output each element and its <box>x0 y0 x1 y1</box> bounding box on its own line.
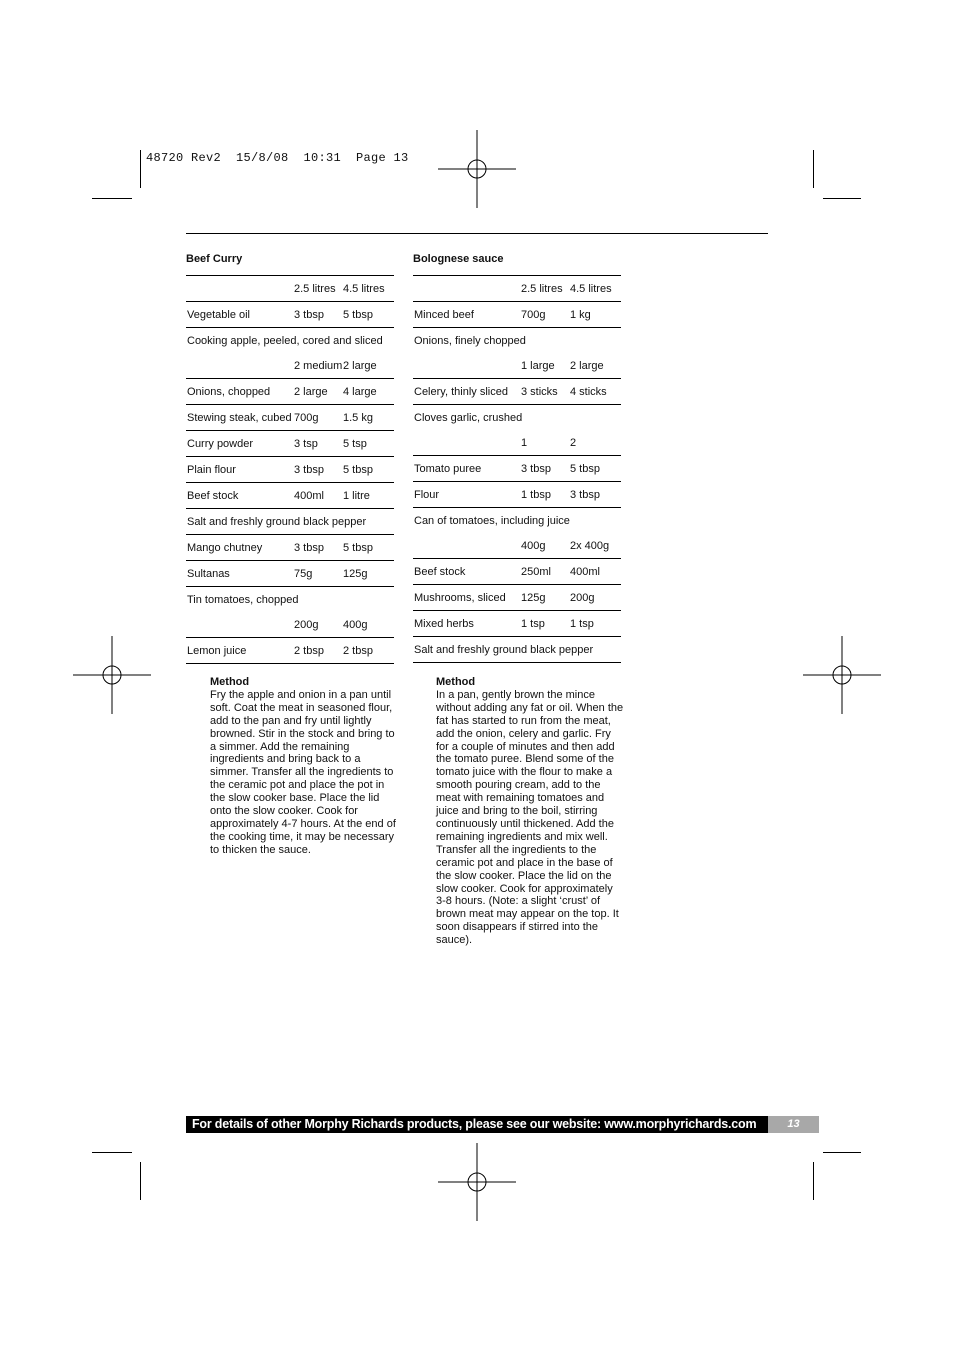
crop-mark <box>140 150 141 188</box>
ingredient-row <box>413 276 621 302</box>
footer-banner: For details of other Morphy Richards products, please see our website: www.morphyrichards.com <box>186 1116 768 1133</box>
ingredient-row <box>413 328 621 353</box>
ingredient-name: Beef stock <box>414 565 466 578</box>
quantity-small: 1 <box>521 436 528 449</box>
ingredient-row <box>413 353 621 379</box>
quantity-small: 3 tbsp <box>294 541 324 554</box>
quantity-large: 3 tbsp <box>570 488 600 501</box>
ingredient-row <box>413 585 621 611</box>
quantity-large: 400ml <box>570 565 600 578</box>
ingredient-row <box>186 353 394 379</box>
quantity-small: 2 tbsp <box>294 644 324 657</box>
ingredient-name: Cooking apple, peeled, cored and sliced <box>187 334 383 347</box>
ingredient-name: Onions, finely chopped <box>414 334 526 347</box>
ingredient-name: Lemon juice <box>187 644 247 657</box>
crop-mark <box>92 198 132 199</box>
quantity-large: 2 tbsp <box>343 644 373 657</box>
page-number: 13 <box>768 1116 819 1133</box>
quantity-large: 5 tbsp <box>343 463 373 476</box>
quantity-large: 1 litre <box>343 489 370 502</box>
ingredient-row <box>186 276 394 302</box>
quantity-large: 2 large <box>343 359 377 372</box>
quantity-large: 4.5 litres <box>570 282 612 295</box>
beef-curry-ingredients <box>186 250 394 664</box>
quantity-small: 125g <box>521 591 546 604</box>
ingredient-row <box>186 509 394 535</box>
crop-mark <box>813 150 814 188</box>
quantity-small: 2 large <box>294 385 328 398</box>
ingredient-name: Mixed herbs <box>414 617 474 630</box>
ingredient-name: Can of tomatoes, including juice <box>414 514 570 527</box>
quantity-small: 1 tbsp <box>521 488 551 501</box>
quantity-large: 2 <box>570 436 577 449</box>
ingredient-name: Mango chutney <box>187 541 263 554</box>
ingredient-row <box>186 483 394 509</box>
quantity-small: 250ml <box>521 565 551 578</box>
ingredient-row <box>413 611 621 637</box>
quantity-large: 5 tbsp <box>570 462 600 475</box>
quantity-small: 3 tbsp <box>294 463 324 476</box>
method-heading: Method <box>436 676 476 688</box>
ingredient-row <box>413 637 621 663</box>
quantity-small: 75g <box>294 567 313 580</box>
ingredient-name: Plain flour <box>187 463 236 476</box>
recipe-title: Beef Curry <box>186 250 394 276</box>
ingredient-row <box>186 587 394 612</box>
quantity-small: 1 large <box>521 359 555 372</box>
ingredient-name: Curry powder <box>187 437 254 450</box>
crop-mark <box>140 1162 141 1200</box>
ingredient-name: Salt and freshly ground black pepper <box>414 643 594 656</box>
quantity-small: 3 tsp <box>294 437 318 450</box>
ingredient-row <box>413 430 621 456</box>
quantity-small: 400ml <box>294 489 324 502</box>
ingredient-name: Onions, chopped <box>187 385 271 398</box>
quantity-large: 125g <box>343 567 368 580</box>
ingredient-name: Vegetable oil <box>187 308 250 321</box>
quantity-large: 1 kg <box>570 308 591 321</box>
ingredient-row <box>186 535 394 561</box>
ingredient-name: Minced beef <box>414 308 474 321</box>
ingredient-row <box>186 431 394 457</box>
ingredient-row <box>186 638 394 664</box>
ingredient-name: Flour <box>414 488 440 501</box>
ingredient-name: Salt and freshly ground black pepper <box>187 515 367 528</box>
beef-curry-method <box>210 676 398 857</box>
quantity-small: 400g <box>521 539 546 552</box>
ingredient-name: Tin tomatoes, chopped <box>187 593 299 606</box>
ingredient-name: Beef stock <box>187 489 239 502</box>
quantity-large: 400g <box>343 618 368 631</box>
method-text: In a pan, gently brown the mince without adding any fat or oil. When the fat has started to run from the meat, add the onion, celery and garlic. Fry for a couple of minutes and then add the tomato puree. Blend some of the tomato juice with the flour to make a smooth pouring cream, add to the meat with remaining tomatoes and juice and bring to the boil, stirring continuously until thickened. Add the remaining ingredients and mix well. Transfer all the ingredients to the ceramic pot and place in the base of the slow cooker. Place the lid on the slow cooker. Cook for approximately 3-8 hours. (Note: a slight ‘crust’ of brown meat may appear on the top. It soon disappears if stirred into the sauce). <box>436 688 624 947</box>
quantity-small: 1 tsp <box>521 617 545 630</box>
quantity-large: 1 tsp <box>570 617 594 630</box>
ingredient-row <box>186 405 394 431</box>
quantity-large: 5 tsp <box>343 437 367 450</box>
quantity-small: 200g <box>294 618 319 631</box>
ingredient-row <box>413 559 621 585</box>
ingredient-row <box>186 302 394 328</box>
crop-mark <box>823 1152 861 1153</box>
ingredient-row <box>413 405 621 430</box>
ingredient-name: Stewing steak, cubed <box>187 411 292 424</box>
header-rule <box>186 233 768 234</box>
quantity-large: 1.5 kg <box>343 411 373 424</box>
ingredient-row <box>186 457 394 483</box>
crop-mark <box>813 1162 814 1200</box>
ingredient-name: Sultanas <box>187 567 230 580</box>
ingredient-row <box>413 482 621 508</box>
crop-mark <box>823 198 861 199</box>
ingredient-row <box>186 561 394 587</box>
ingredient-name: Tomato puree <box>414 462 482 475</box>
ingredient-row <box>413 456 621 482</box>
quantity-small: 2.5 litres <box>521 282 563 295</box>
ingredient-row <box>186 379 394 405</box>
bolognese-ingredients <box>413 250 621 663</box>
method-text: Fry the apple and onion in a pan until soft. Coat the meat in seasoned flour, add to the pan and fry until lightly browned. Stir in the stock and bring to a simmer. Add the remaining ingredients and bring back to a simmer. Transfer all the ingredients to the ceramic pot and place the pot in the slow cooker base. Place the lid onto the slow cooker. Cook for approximately 4-7 hours. At the end of the cooking time, it may be necessary to thicken the sauce. <box>210 688 396 856</box>
bolognese-method <box>436 676 624 947</box>
recipe-title: Bolognese sauce <box>413 250 621 276</box>
print-slug: 48720 Rev2 15/8/08 10:31 Page 13 <box>146 151 409 165</box>
ingredient-row <box>413 508 621 533</box>
quantity-small: 700g <box>294 411 319 424</box>
method-heading: Method <box>210 676 250 688</box>
ingredient-row <box>413 533 621 559</box>
ingredient-name: Celery, thinly sliced <box>414 385 508 398</box>
ingredient-row <box>413 302 621 328</box>
registration-mark-icon <box>438 1143 516 1221</box>
quantity-large: 200g <box>570 591 595 604</box>
quantity-large: 5 tbsp <box>343 308 373 321</box>
quantity-large: 2x 400g <box>570 539 610 552</box>
ingredient-name: Cloves garlic, crushed <box>414 411 523 424</box>
quantity-small: 3 sticks <box>521 385 558 398</box>
quantity-large: 4 large <box>343 385 377 398</box>
quantity-small: 2.5 litres <box>294 282 336 295</box>
registration-mark-icon <box>803 636 881 714</box>
ingredient-row <box>186 328 394 353</box>
ingredient-row <box>186 612 394 638</box>
quantity-large: 4.5 litres <box>343 282 385 295</box>
crop-mark <box>92 1152 132 1153</box>
quantity-small: 3 tbsp <box>521 462 551 475</box>
quantity-small: 700g <box>521 308 546 321</box>
quantity-large: 2 large <box>570 359 604 372</box>
registration-mark-icon <box>438 130 516 208</box>
ingredient-name: Mushrooms, sliced <box>414 591 506 604</box>
quantity-large: 5 tbsp <box>343 541 373 554</box>
quantity-large: 4 sticks <box>570 385 607 398</box>
quantity-small: 2 medium <box>294 359 343 372</box>
registration-mark-icon <box>73 636 151 714</box>
ingredient-row <box>413 379 621 405</box>
quantity-small: 3 tbsp <box>294 308 324 321</box>
